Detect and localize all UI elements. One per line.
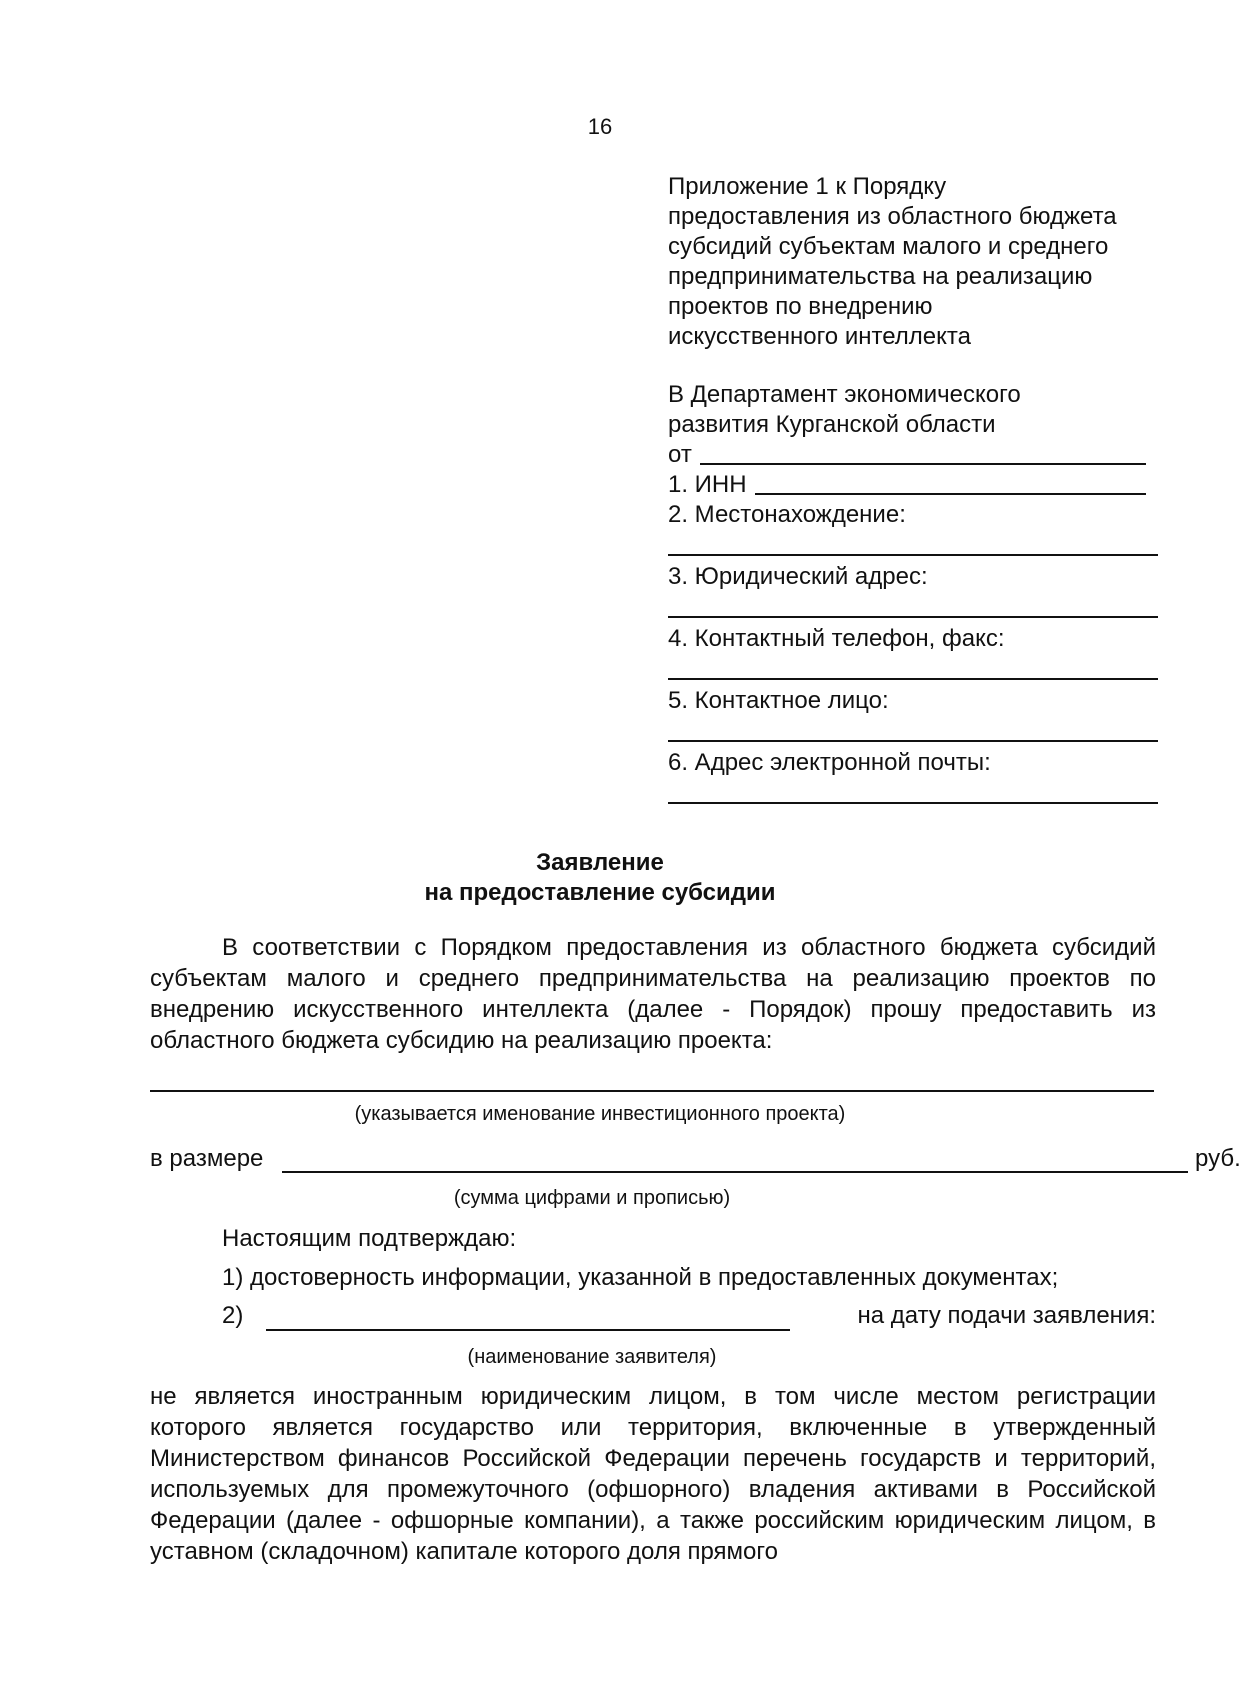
appendix-header bbox=[668, 172, 1168, 352]
appendix-line: Приложение 1 к Порядку bbox=[668, 173, 947, 200]
phone-label: 4. Контактный телефон, факс: bbox=[668, 625, 1005, 652]
appendix-line: предпринимательства на реализацию bbox=[668, 263, 1093, 290]
location-label: 2. Местонахождение: bbox=[668, 501, 906, 528]
title-line: Заявление bbox=[536, 849, 664, 876]
amount-row bbox=[150, 1145, 1241, 1177]
appendix-line: предоставления из областного бюджета bbox=[668, 203, 1117, 230]
confirm-heading: Настоящим подтверждаю: bbox=[222, 1225, 517, 1252]
email-blank[interactable] bbox=[668, 778, 1158, 804]
appendix-line: проектов по внедрению bbox=[668, 293, 933, 320]
addressee-line: В Департамент экономического bbox=[668, 381, 1021, 408]
item2-number: 2) bbox=[222, 1302, 244, 1329]
from-field bbox=[668, 440, 1158, 470]
amount-blank[interactable] bbox=[282, 1171, 1188, 1173]
location-blank[interactable] bbox=[668, 530, 1158, 556]
legal-address-blank[interactable] bbox=[668, 592, 1158, 618]
confirm-item-1: 1) достоверность информации, указанной в предоставленных документах; bbox=[222, 1264, 1059, 1291]
from-label: от bbox=[668, 441, 692, 468]
from-blank[interactable] bbox=[700, 462, 1146, 465]
legal-address-label: 3. Юридический адрес: bbox=[668, 563, 928, 590]
intro-paragraph: В соответствии с Порядком предоставления из областного бюджета субсидий субъектам малого и среднего предпринимательства на реализацию проектов по внедрению искусственного интеллекта (далее - Порядок) прошу предоставить из областного бюджета субсидию на реализацию проекта: bbox=[150, 934, 1156, 1054]
phone-blank[interactable] bbox=[668, 654, 1158, 680]
amount-unit: руб. bbox=[1195, 1145, 1241, 1172]
addressee-block bbox=[668, 380, 1158, 804]
appendix-line: субсидий субъектам малого и среднего bbox=[668, 233, 1109, 260]
closing-paragraph: не является иностранным юридическим лицом, в том числе местом регистрации которого является государство или территория, включенные в утвержденный Министерством финансов Российской Федерации перечень государств и территорий, используемых для промежуточного (офшорного) владения активами в Российской Федерации (далее - офшорные компании), а также российским юридическим лицом, в уставном (складочном) капитале которого доля прямого bbox=[150, 1383, 1156, 1565]
applicant-caption: (наименование заявителя) bbox=[467, 1346, 717, 1368]
appendix-line: искусственного интеллекта bbox=[668, 323, 971, 350]
title-line: на предоставление субсидии bbox=[424, 879, 776, 906]
applicant-name-blank[interactable] bbox=[266, 1329, 790, 1331]
project-caption: (указывается именование инвестиционного проекта) bbox=[354, 1103, 846, 1125]
contact-label: 5. Контактное лицо: bbox=[668, 687, 889, 714]
page-number: 16 bbox=[587, 114, 613, 139]
amount-caption: (сумма цифрами и прописью) bbox=[453, 1187, 731, 1209]
inn-field bbox=[668, 470, 1158, 500]
form-title bbox=[0, 848, 1200, 908]
confirm-item-2 bbox=[222, 1302, 1156, 1334]
project-name-blank[interactable] bbox=[150, 1090, 1154, 1092]
inn-blank[interactable] bbox=[755, 492, 1146, 495]
addressee-line: развития Курганской области bbox=[668, 411, 996, 438]
contact-blank[interactable] bbox=[668, 716, 1158, 742]
item2-tail: на дату подачи заявления: bbox=[857, 1302, 1156, 1329]
inn-label: 1. ИНН bbox=[668, 471, 747, 498]
email-label: 6. Адрес электронной почты: bbox=[668, 749, 991, 776]
amount-label: в размере bbox=[150, 1145, 264, 1172]
